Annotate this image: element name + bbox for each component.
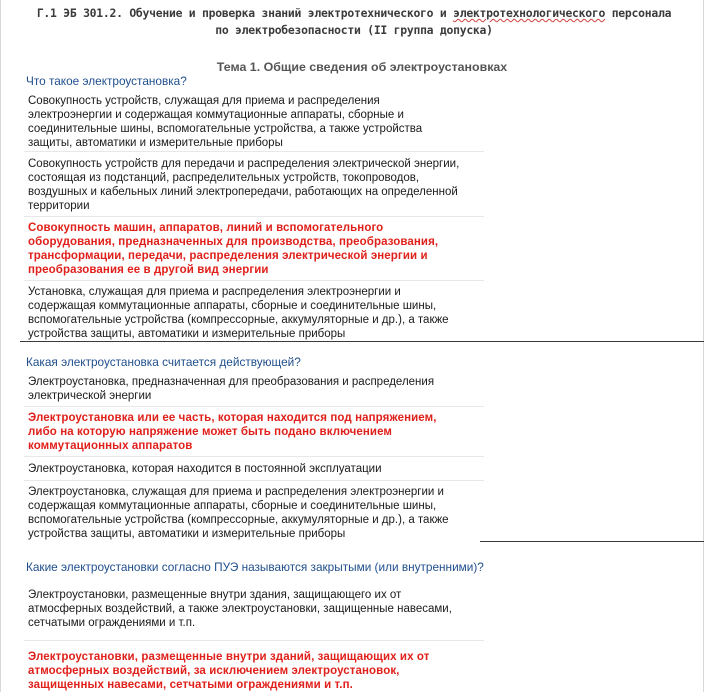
answer-separator <box>24 151 484 152</box>
question-divider <box>20 341 704 342</box>
answer-line: Установка, служащая для приема и распределения электроэнергии и <box>28 286 401 298</box>
answer-1-4 <box>28 285 488 341</box>
answer-line: защищенных навесами, сетчатыми ограждениями и т.п. <box>28 679 353 691</box>
answer-line: воздушных и кабельных линий электропередачи, работающих на определенной <box>28 186 458 198</box>
answer-line: устройства защиты, автоматики и измерительные приборы <box>28 528 346 540</box>
answer-line: устройства защиты, автоматики и измерительные приборы <box>28 328 346 340</box>
answer-line: состоящая из подстанций, распределительных устройств, токопроводов, <box>28 172 420 184</box>
title-part-1: Г.1 ЭБ 301.2. Обучение и проверка знаний электротехнического и <box>36 6 454 20</box>
answer-line: Электроустановка или ее часть, которая находится под напряжением, <box>28 412 437 424</box>
answer-line: Электроустановка, предназначенная для преобразования и распределения <box>28 376 435 388</box>
answer-line: содержащая коммутационные аппараты, сборные и соединительные шины, <box>28 500 437 512</box>
answer-2-3 <box>28 462 488 476</box>
answer-line: вспомогательные устройства (компрессорные, аккумуляторные и др.), а также <box>28 514 449 526</box>
answer-line: коммутационных аппаратов <box>28 440 193 452</box>
answer-line: Совокупность устройств для передачи и распределения электрической энергии, <box>28 158 460 170</box>
answer-line: территории <box>28 200 90 212</box>
answer-separator <box>24 406 484 407</box>
answer-line: Электроустановки, размещенные внутри зданий, защищающих их от <box>28 651 430 663</box>
answer-line: вспомогательные устройства (компрессорные, аккумуляторные и др.), а также <box>28 314 449 326</box>
answer-line: Электроустановка, служащая для приема и распределения электроэнергии и <box>28 486 444 498</box>
question-2: Какая электроустановка считается действующей? <box>26 355 301 369</box>
answer-2-1 <box>28 375 488 403</box>
question-3: Какие электроустановки согласно ПУЭ называются закрытыми (или внутренними)? <box>26 560 484 574</box>
answer-line: атмосферных воздействий, за исключением электроустановок, <box>28 665 400 677</box>
answer-2-2-correct <box>28 411 488 453</box>
answer-line: трансформации, передачи, распределения электрической энергии и <box>28 250 428 262</box>
answer-line: Совокупность устройств, служащая для приема и распределения <box>28 95 380 107</box>
answer-line: электрической энергии <box>28 390 152 402</box>
answer-line: Электроустановка, которая находится в постоянной эксплуатации <box>28 463 382 475</box>
answer-line: Совокупность машин, аппаратов, линий и вспомогательного <box>28 222 384 234</box>
answer-2-4 <box>28 485 488 541</box>
answer-line: оборудования, предназначенных для производства, преобразования, <box>28 236 439 248</box>
answer-separator <box>24 216 484 217</box>
answer-line: сетчатыми ограждениями и т.п. <box>28 617 196 629</box>
answer-line: либо на которую напряжение может быть подано включением <box>28 426 393 438</box>
answer-separator <box>24 480 484 481</box>
page-left-edge <box>0 0 1 692</box>
answer-line: Электроустановки, размещенные внутри здания, защищающего их от <box>28 589 402 601</box>
document-title <box>14 5 694 39</box>
question-1: Что такое электроустановка? <box>26 74 187 88</box>
answer-1-1 <box>28 94 488 150</box>
answer-separator <box>24 640 484 641</box>
answer-3-2-correct <box>28 650 488 692</box>
answer-line: соединительные шины, вспомогательные устройства, а также устройства <box>28 123 423 135</box>
answer-1-3-correct <box>28 221 488 277</box>
topic-title: Тема 1. Общие сведения об электроустановках <box>216 60 508 74</box>
title-part-3: персонала <box>605 6 672 20</box>
answer-separator <box>24 456 484 457</box>
question-divider <box>480 541 704 542</box>
answer-3-1 <box>28 588 488 630</box>
answer-line: содержащая коммутационные аппараты, сборные и соединительные шины, <box>28 300 437 312</box>
document-title-line-1 <box>14 5 694 22</box>
answer-separator <box>24 280 484 281</box>
answer-line: атмосферных воздействий, а также электроустановки, защищенные навесами, <box>28 603 452 615</box>
answer-line: преобразования ее в другой вид энергии <box>28 264 269 276</box>
document-title-line-2: по электробезопасности (II группа допуска) <box>215 23 493 37</box>
answer-line: электроэнергии и содержащая коммутационные аппараты, сборные и <box>28 109 404 121</box>
answer-1-2 <box>28 157 488 213</box>
title-spellcheck-word: электротехнологического <box>453 6 606 20</box>
answer-line: защиты, автоматики и измерительные приборы <box>28 137 283 149</box>
